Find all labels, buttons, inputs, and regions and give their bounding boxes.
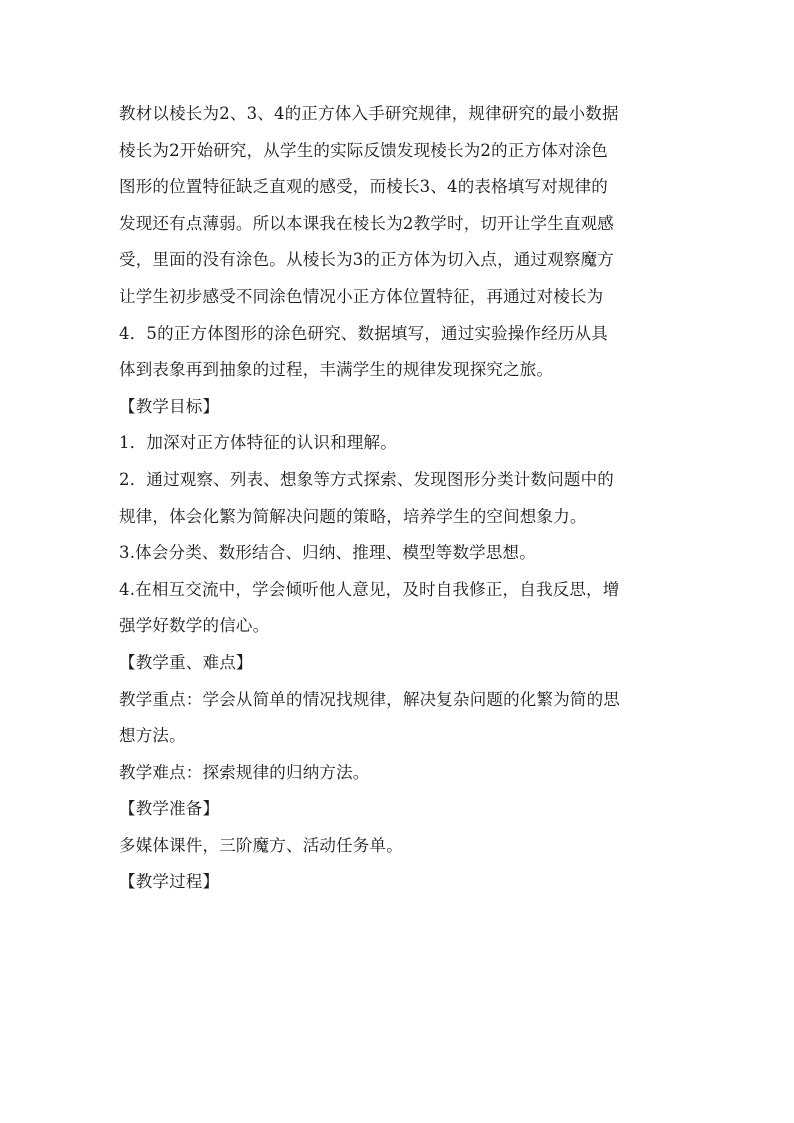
heading-text: 【教学重、难点】 [119, 652, 253, 672]
document-body [119, 96, 679, 901]
text-line: 1．加深对正方体特征的认识和理解。 [119, 433, 397, 453]
goal-item-4 [119, 572, 679, 645]
text-line: 受，里面的没有涂色。从棱长为3的正方体为切入点，通过观察魔方 [119, 250, 614, 270]
text-line: 3.体会分类、数形结合、归纳、推理、模型等数学思想。 [119, 543, 536, 563]
text-line: 发现还有点薄弱。所以本课我在棱长为2教学时，切开让学生直观感 [119, 213, 614, 233]
text-line: 想方法。 [119, 726, 186, 746]
text-line: 2．通过观察、列表、想象等方式探索、发现图形分类计数问题中的 [119, 469, 614, 489]
goal-item-1 [119, 425, 679, 462]
heading-text: 【教学过程】 [119, 872, 220, 892]
text-line: 多媒体课件，三阶魔方、活动任务单。 [119, 835, 403, 855]
heading-text: 【教学准备】 [119, 799, 220, 819]
text-line: 棱长为2开始研究，从学生的实际反馈发现棱长为2的正方体对涂色 [119, 140, 608, 160]
section-heading-prep [119, 791, 679, 828]
key-point-paragraph [119, 682, 679, 755]
text-line: 体到表象再到抽象的过程，丰满学生的规律发现探究之旅。 [119, 360, 554, 380]
text-line: 规律，体会化繁为简解决问题的策略，培养学生的空间想象力。 [119, 506, 587, 526]
heading-text: 【教学目标】 [119, 396, 220, 416]
text-line: 图形的位置特征缺乏直观的感受，而棱长3、4的表格填写对规律的 [119, 177, 608, 197]
text-line: 4.在相互交流中，学会倾听他人意见，及时自我修正，自我反思，增 [119, 579, 620, 599]
prep-paragraph [119, 828, 679, 865]
text-line: 4．5的正方体图形的涂色研究、数据填写，通过实验操作经历从具 [119, 323, 608, 343]
text-line: 让学生初步感受不同涂色情况小正方体位置特征，再通过对棱长为 [119, 286, 604, 306]
difficult-point-paragraph [119, 755, 679, 792]
intro-paragraph [119, 96, 679, 389]
section-heading-process [119, 864, 679, 901]
section-heading-goals [119, 389, 679, 426]
goal-item-2 [119, 462, 679, 535]
text-line: 教材以棱长为2、3、4的正方体入手研究规律，规律研究的最小数据 [119, 104, 619, 123]
section-heading-key-difficult [119, 645, 679, 682]
text-line: 教学重点：学会从简单的情况找规律，解决复杂问题的化繁为简的思 [119, 689, 620, 709]
text-line: 强学好数学的信心。 [119, 616, 270, 636]
text-line: 教学难点：探索规律的归纳方法。 [119, 762, 370, 782]
goal-item-3 [119, 535, 679, 572]
